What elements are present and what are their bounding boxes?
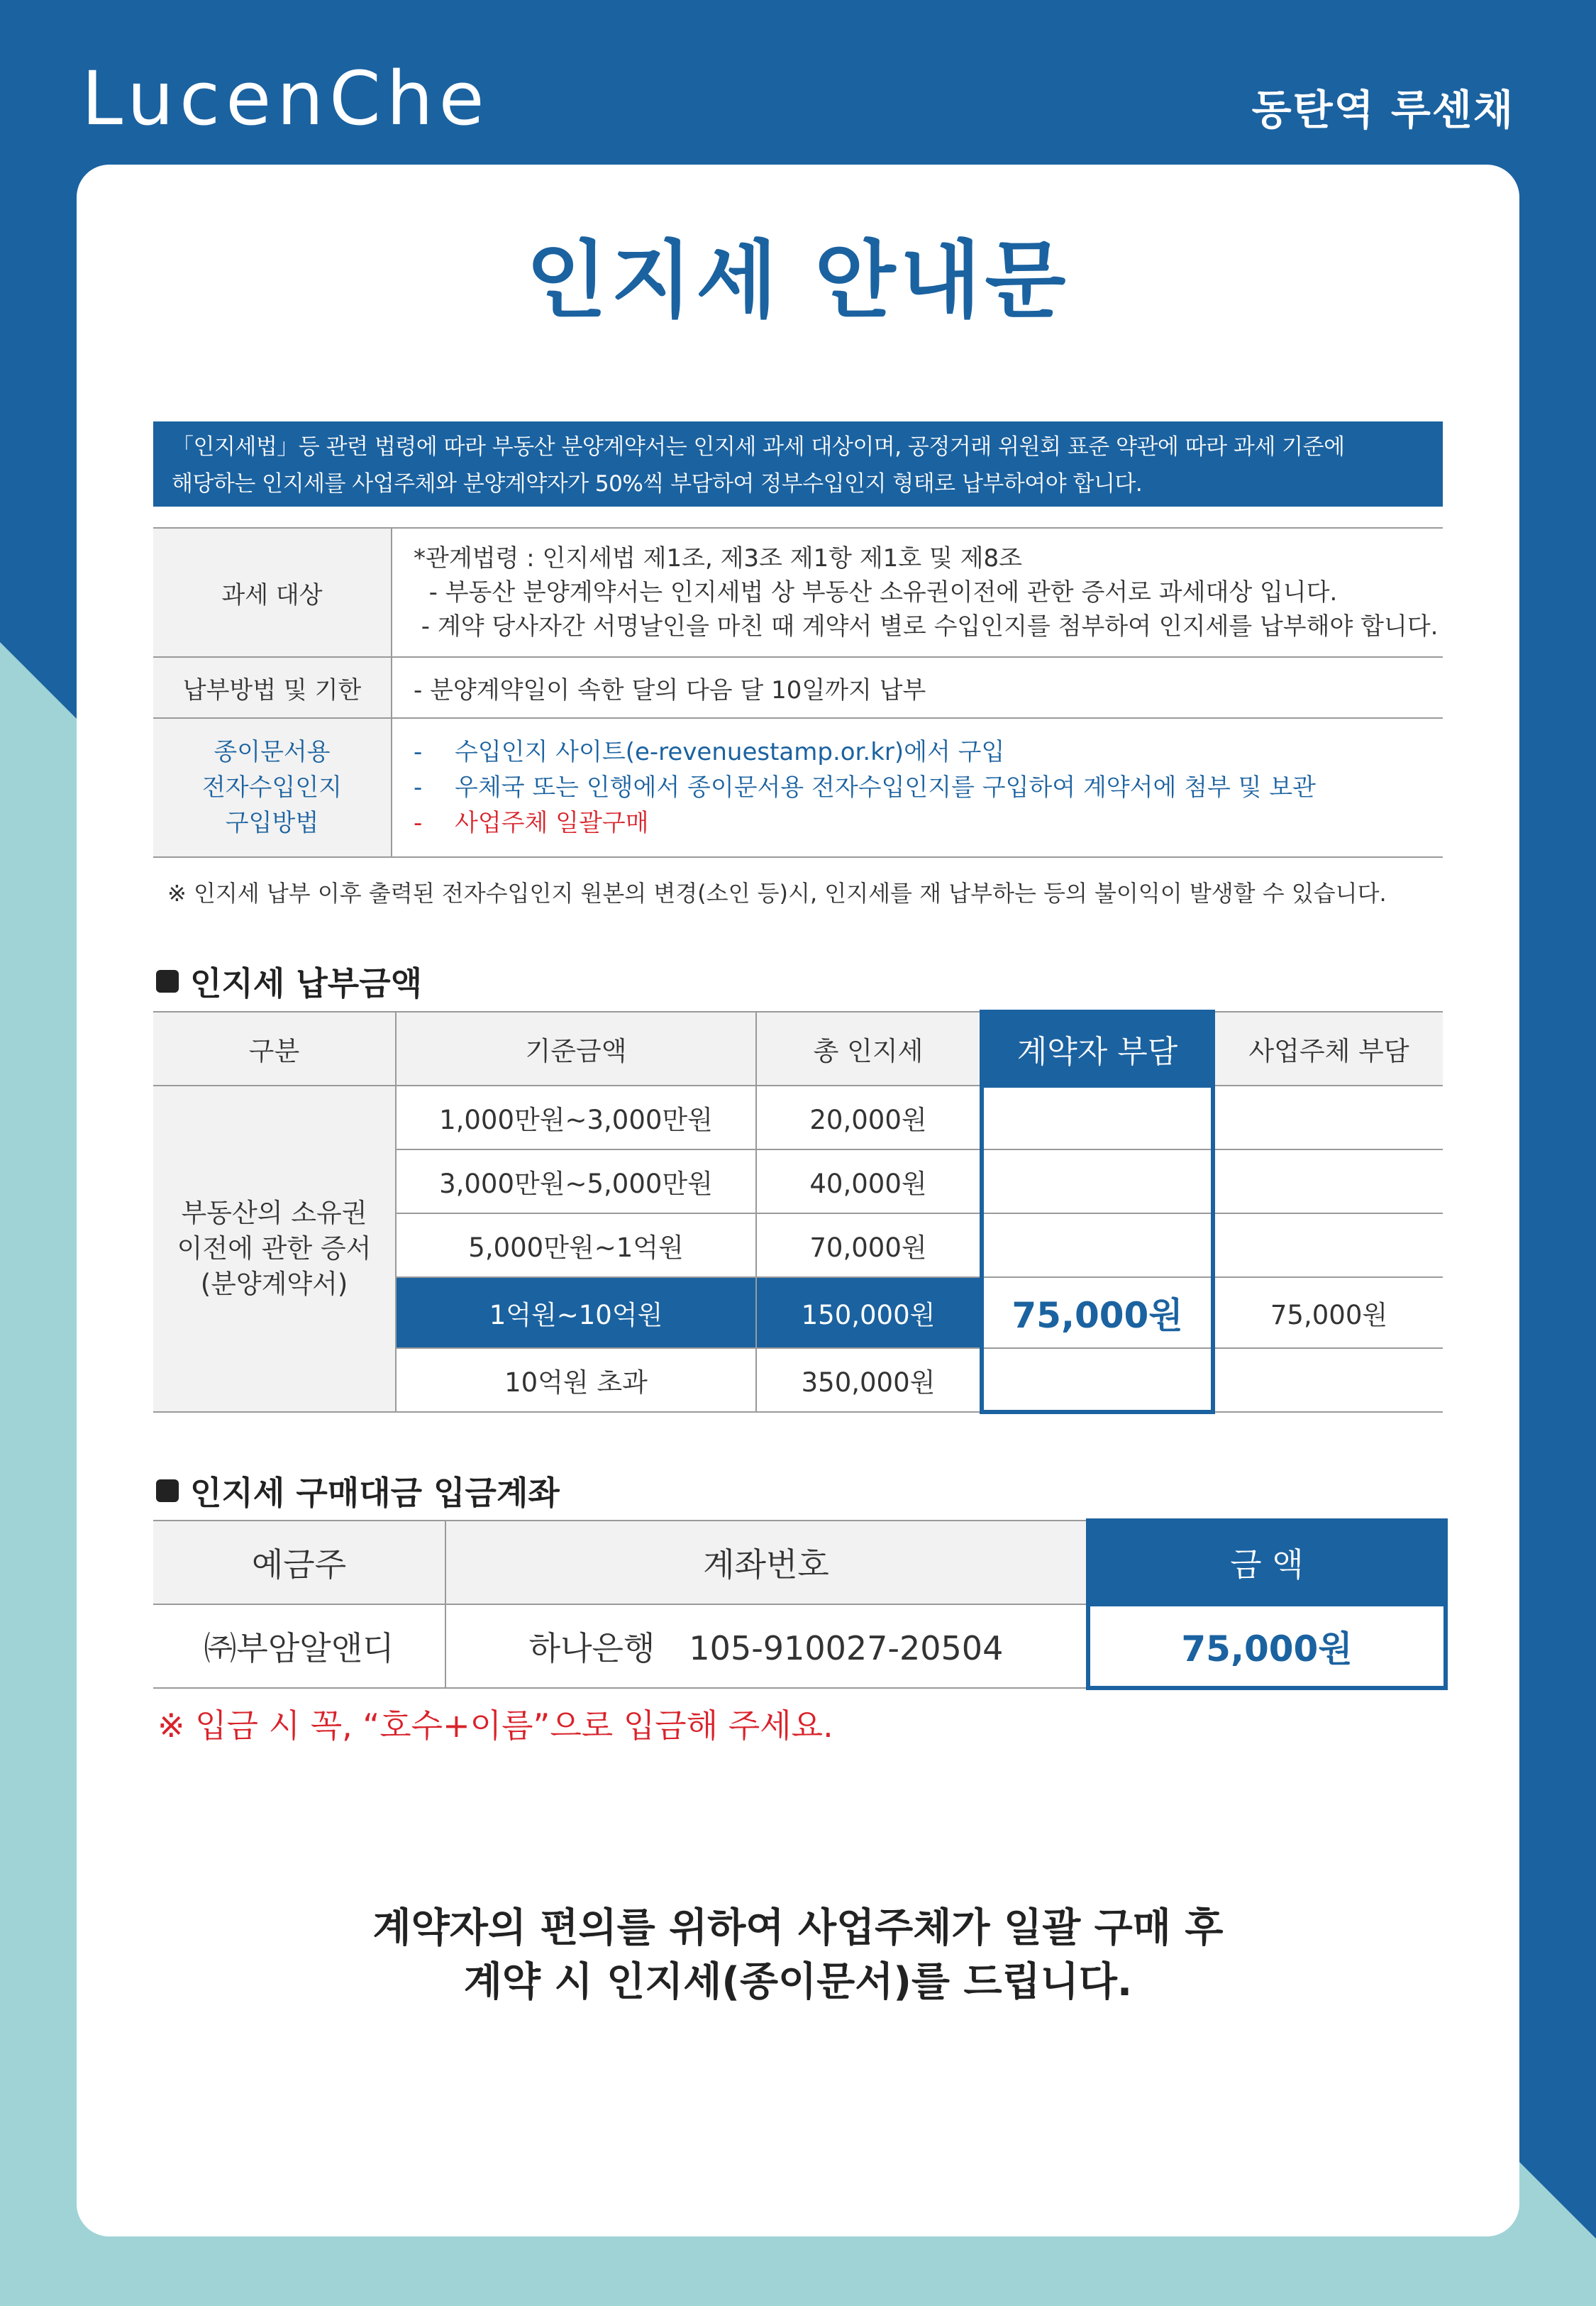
total-cell: 150,000원 bbox=[756, 1277, 982, 1348]
info-row-taxable bbox=[153, 528, 1443, 657]
logo: LucenChe bbox=[82, 55, 490, 142]
range-cell: 5,000만원~1억원 bbox=[396, 1213, 756, 1277]
page-title: 인지세 안내문 bbox=[526, 231, 1070, 329]
range-cell: 10억원 초과 bbox=[396, 1348, 756, 1412]
account-number: 105-910027-20504 bbox=[689, 1629, 1004, 1667]
developer-cell bbox=[1213, 1149, 1443, 1213]
purchase-label-3: 구입방법 bbox=[225, 809, 319, 837]
taxable-item-1: - 부동산 분양계약서는 인지세법 상 부동산 소유권이전에 관한 증서로 과세대상 입니다. bbox=[414, 578, 1338, 607]
col-header-category: 구분 bbox=[153, 1012, 396, 1086]
info-label-payment: 납부방법 및 기한 bbox=[153, 657, 392, 718]
notice-line-1: 「인지세법」등 관련 법령에 따라 부동산 분양계약서는 인지세 과세 대상이며, 공정거래 위원회 표준 약관에 따라 과세 기준에 bbox=[172, 434, 1345, 460]
total-cell: 350,000원 bbox=[756, 1348, 982, 1412]
brand-name: 동탄역 루센채 bbox=[1251, 86, 1514, 134]
col-header-developer: 사업주체 부담 bbox=[1213, 1012, 1443, 1086]
purchase-method-1: - 수입인지 사이트(e-revenuestamp.or.kr)에서 구입 bbox=[414, 738, 1005, 766]
contractor-cell bbox=[982, 1086, 1213, 1149]
deposit-note: ※ 입금 시 꼭, “호수+이름”으로 입금해 주세요. bbox=[157, 1706, 833, 1745]
contractor-cell bbox=[982, 1149, 1213, 1213]
tax-amount-table bbox=[153, 1010, 1443, 1414]
range-cell: 3,000만원~5,000만원 bbox=[396, 1149, 756, 1213]
bullet-square-icon bbox=[156, 1479, 179, 1502]
bullet-square-icon bbox=[156, 970, 179, 993]
col-header-base: 기준금액 bbox=[396, 1012, 756, 1086]
account-holder: ㈜부암알앤디 bbox=[153, 1604, 445, 1688]
developer-cell bbox=[1213, 1213, 1443, 1277]
taxable-item-2: - 계약 당사자간 서명날인을 마친 때 계약서 별로 수입인지를 첨부하여 인지세를 납부해야 합니다. bbox=[414, 612, 1439, 641]
col-header-total: 총 인지세 bbox=[756, 1012, 982, 1086]
account-table-header bbox=[153, 1521, 1446, 1604]
developer-cell bbox=[1213, 1086, 1443, 1149]
range-cell: 1억원~10억원 bbox=[396, 1277, 756, 1348]
section-heading-account: 인지세 구매대금 입금계좌 bbox=[156, 1467, 560, 1514]
account-number-cell bbox=[445, 1604, 1088, 1688]
col-header-holder: 예금주 bbox=[153, 1521, 445, 1604]
info-value-payment: - 분양계약일이 속한 달의 다음 달 10일까지 납부 bbox=[392, 657, 1443, 718]
purchase-label-1: 종이문서용 bbox=[214, 738, 331, 766]
col-header-contractor: 계약자 부담 bbox=[982, 1012, 1213, 1086]
developer-cell bbox=[1213, 1348, 1443, 1412]
purchase-label-2: 전자수입인지 bbox=[201, 773, 343, 802]
category-cell: 부동산의 소유권 이전에 관한 증서 (분양계약서) bbox=[153, 1086, 396, 1412]
deposit-amount: 75,000원 bbox=[1088, 1604, 1446, 1688]
contractor-cell bbox=[982, 1348, 1213, 1412]
law-basis-text: *관계법령 : 인지세법 제1조, 제3조 제1항 제1호 및 제8조 bbox=[414, 544, 1022, 573]
total-cell: 40,000원 bbox=[756, 1149, 982, 1213]
info-label-purchase bbox=[153, 718, 392, 857]
info-label-taxable: 과세 대상 bbox=[153, 528, 392, 657]
purchase-method-2: - 우체국 또는 인행에서 종이문서용 전자수입인지를 구입하여 계약서에 첨부 및 보관 bbox=[414, 773, 1316, 802]
notice-line-2: 해당하는 인지세를 사업주체와 분양계약자가 50%씩 부담하여 정부수입인지 형태로 납부하여야 합니다. bbox=[172, 471, 1143, 497]
closing-message bbox=[0, 1902, 1596, 2009]
contractor-amount-cell: 75,000원 bbox=[982, 1277, 1213, 1348]
developer-amount-cell: 75,000원 bbox=[1213, 1277, 1443, 1348]
total-cell: 20,000원 bbox=[756, 1086, 982, 1149]
range-cell: 1,000만원~3,000만원 bbox=[396, 1086, 756, 1149]
tax-info-table bbox=[153, 527, 1443, 858]
contractor-cell bbox=[982, 1213, 1213, 1277]
purchase-method-3: - 사업주체 일괄구매 bbox=[414, 809, 649, 837]
footnote: ※ 인지세 납부 이후 출력된 전자수입인지 원본의 변경(소인 등)시, 인지세를 재 납부하는 등의 불이익이 발생할 수 있습니다. bbox=[167, 880, 1387, 907]
total-cell: 70,000원 bbox=[756, 1213, 982, 1277]
table-row bbox=[153, 1086, 1443, 1149]
amount-table-header bbox=[153, 1012, 1443, 1086]
col-header-amount: 금 액 bbox=[1088, 1521, 1446, 1604]
info-value-purchase bbox=[392, 718, 1443, 857]
info-row-purchase bbox=[153, 718, 1443, 857]
info-value-taxable bbox=[392, 528, 1443, 657]
closing-line-1: 계약자의 편의를 위하여 사업주체가 일괄 구매 후 bbox=[372, 1905, 1224, 1951]
closing-line-2: 계약 시 인지세(종이문서)를 드립니다. bbox=[463, 1959, 1133, 2005]
account-row bbox=[153, 1604, 1446, 1688]
account-table bbox=[153, 1518, 1448, 1690]
info-row-payment bbox=[153, 657, 1443, 718]
notice-box bbox=[153, 421, 1443, 507]
bank-name: 하나은행 bbox=[528, 1629, 655, 1667]
section-heading-amount: 인지세 납부금액 bbox=[156, 958, 422, 1005]
col-header-account: 계좌번호 bbox=[445, 1521, 1088, 1604]
